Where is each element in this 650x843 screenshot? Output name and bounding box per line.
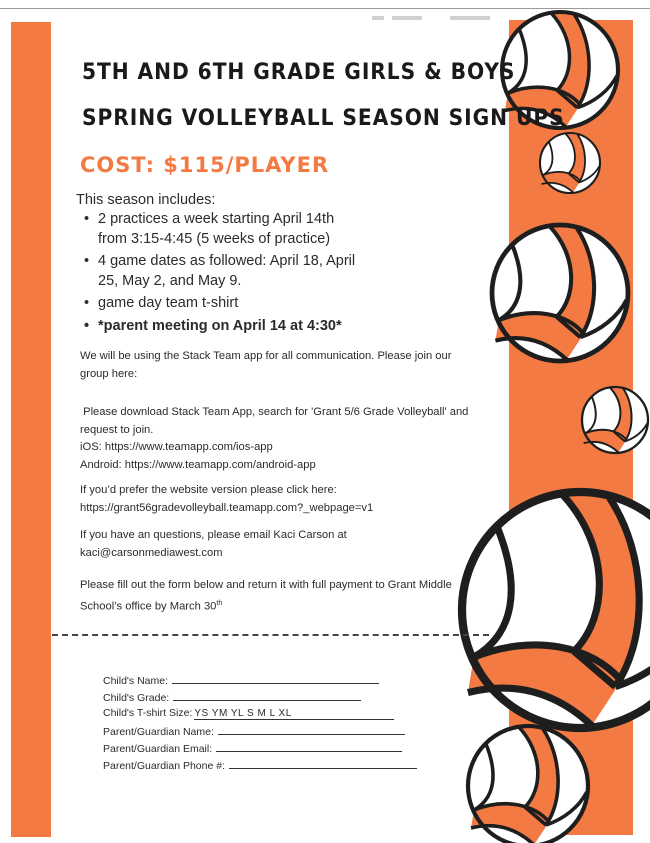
guardian-phone-field[interactable] — [229, 758, 417, 769]
child-name-field[interactable] — [172, 673, 379, 684]
list-item: • game day team t-shirt — [78, 294, 388, 314]
guardian-name-row — [103, 724, 417, 741]
guardian-phone-label: Parent/Guardian Phone #: — [103, 760, 226, 772]
guardian-name-field[interactable] — [218, 724, 405, 735]
season-intro: This season includes: — [76, 192, 216, 208]
volleyball-icon — [582, 387, 648, 453]
guardian-email-row — [103, 741, 417, 758]
contact-email[interactable]: kaci@carsonmediawest.com — [80, 546, 223, 559]
volleyball-icon — [540, 133, 600, 193]
guardian-email-field[interactable] — [216, 741, 402, 752]
app-paragraph: We will be using the Stack Team app for all communication. Please join our group here: — [80, 350, 452, 380]
website-paragraph: If you’d prefer the website version please click here: https://grant56gradevolleyball.teamapp.com?_webpage=v1 — [80, 482, 500, 517]
season-list — [78, 210, 388, 339]
shirt-size-label: Child's T-shirt Size: — [103, 707, 193, 719]
cut-line — [52, 634, 489, 636]
cost-heading: COST: $115/PLAYER — [80, 153, 330, 177]
android-link[interactable]: Android: https://www.teamapp.com/android-app — [80, 458, 316, 471]
child-name-row — [103, 673, 417, 690]
child-name-label: Child's Name: — [103, 675, 169, 687]
child-grade-field[interactable] — [173, 690, 361, 701]
child-grade-label: Child's Grade: — [103, 692, 170, 704]
child-grade-row — [103, 690, 417, 707]
website-link[interactable]: https://grant56gradevolleyball.teamapp.com?_webpage=v1 — [80, 501, 374, 514]
download-paragraph: Please download Stack Team App, search for 'Grant 5/6 Grade Volleyball' and request to join. iOS: https://www.teamapp.com/ios-app Android: https://www.teamapp.com/android-app — [80, 404, 500, 474]
shirt-size-row — [103, 707, 417, 724]
return-paragraph: Please fill out the form below and return it with full payment to Grant Middle School’s office by March 30th — [80, 579, 452, 613]
volleyball-icon — [468, 726, 588, 843]
guardian-email-label: Parent/Guardian Email: — [103, 743, 213, 755]
shirt-size-options[interactable]: YS YM YL S M L XL — [194, 708, 394, 720]
title-line-1: 5TH AND 6TH GRADE GIRLS & BOYS — [82, 60, 516, 85]
contact-paragraph: If you have an questions, please email Kaci Carson at kaci@carsonmediawest.com — [80, 527, 500, 562]
guardian-phone-row — [103, 758, 417, 775]
signup-form — [103, 673, 417, 775]
list-item: • 2 practices a week starting April 14th from 3:15-4:45 (5 weeks of practice) — [78, 210, 388, 249]
list-item: • *parent meeting on April 14 at 4:30* — [78, 317, 388, 337]
guardian-name-label: Parent/Guardian Name: — [103, 726, 214, 738]
list-item: • 4 game dates as followed: April 18, April 25, May 2, and May 9. — [78, 252, 388, 291]
volleyball-icon — [492, 225, 628, 361]
ios-link[interactable]: iOS: https://www.teamapp.com/ios-app — [80, 441, 273, 453]
title-line-2: SPRING VOLLEYBALL SEASON SIGN UPS — [82, 106, 565, 131]
